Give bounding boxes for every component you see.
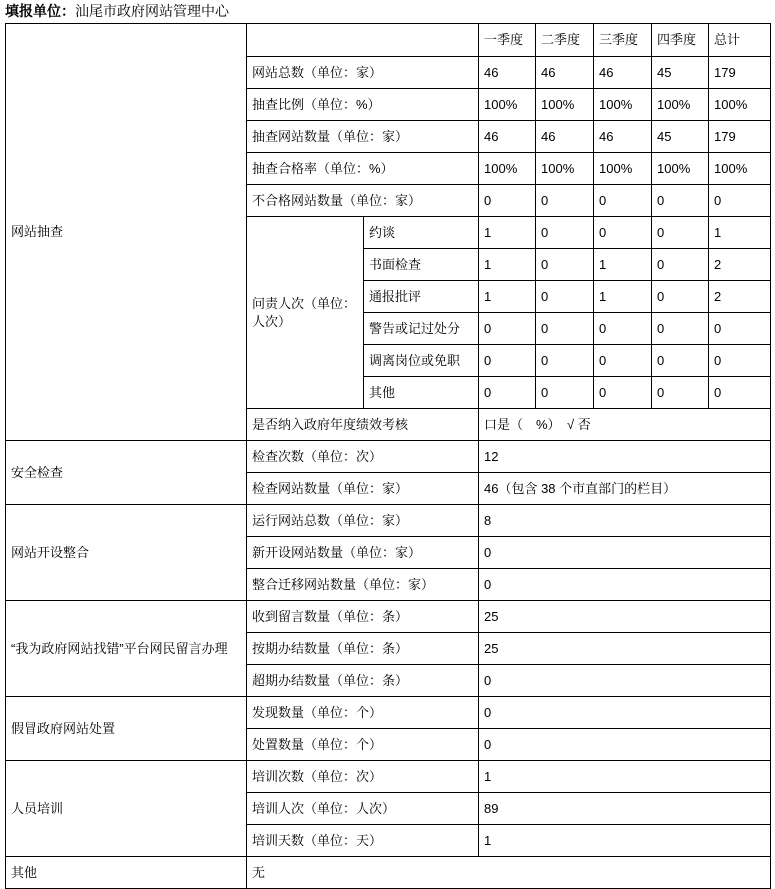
metric-value-q4: 0 [652,217,709,249]
metric-value-total: 0 [709,377,771,409]
metric-value: 1 [479,825,771,857]
metric-label: 培训天数（单位：天） [247,825,479,857]
metric-value-q2: 0 [536,281,594,313]
metric-value-total: 2 [709,249,771,281]
section-label-other: 其他 [6,857,247,889]
header-q3: 三季度 [594,24,652,57]
metric-label: 抽查合格率（单位：%） [247,153,479,185]
metric-value-q4: 0 [652,281,709,313]
metric-label: 整合迁移网站数量（单位：家） [247,569,479,601]
metric-value-total: 1 [709,217,771,249]
metric-value-q2: 0 [536,249,594,281]
row-messages-received [6,601,771,633]
metric-value-q3: 1 [594,281,652,313]
metric-value-q1: 100% [479,89,536,121]
metric-value-q3: 46 [594,57,652,89]
metric-value-q3: 100% [594,153,652,185]
metric-value-q4: 0 [652,313,709,345]
metric-value-q1: 0 [479,185,536,217]
metric-value-q4: 45 [652,57,709,89]
metric-value: 0 [479,537,771,569]
row-security-check-times [6,441,771,473]
metric-value: 0 [479,697,771,729]
section-label-site-integration: 网站开设整合 [6,505,247,601]
assessment-label: 是否纳入政府年度绩效考核 [247,409,479,441]
metric-value: 25 [479,633,771,665]
metric-value-q4: 0 [652,345,709,377]
metric-value-q3: 1 [594,249,652,281]
metric-value-q4: 0 [652,377,709,409]
sub-metric-label: 通报批评 [364,281,479,313]
metric-value-q2: 0 [536,345,594,377]
metric-label: 发现数量（单位：个） [247,697,479,729]
metric-value: 0 [479,729,771,761]
metric-value: 25 [479,601,771,633]
sub-metric-label: 警告或记过处分 [364,313,479,345]
metric-value-total: 100% [709,89,771,121]
metric-value: 89 [479,793,771,825]
metric-label: 运行网站总数（单位：家） [247,505,479,537]
row-training-times [6,761,771,793]
metric-value-q3: 0 [594,377,652,409]
sub-metric-label: 其他 [364,377,479,409]
metric-label: 不合格网站数量（单位：家） [247,185,479,217]
metric-label: 培训次数（单位：次） [247,761,479,793]
metric-value-q1: 1 [479,249,536,281]
metric-value: 0 [479,569,771,601]
report-title [5,2,770,21]
metric-value-q4: 100% [652,153,709,185]
metric-value-q1: 46 [479,57,536,89]
table-header-row [6,24,771,57]
metric-value-q2: 0 [536,217,594,249]
metric-value: 8 [479,505,771,537]
metric-label: 抽查比例（单位：%） [247,89,479,121]
metric-value-q3: 0 [594,185,652,217]
row-fake-sites-found [6,697,771,729]
header-q2: 二季度 [536,24,594,57]
report-table [5,23,771,889]
metric-label: 抽查网站数量（单位：家） [247,121,479,153]
metric-label: 超期办结数量（单位：条） [247,665,479,697]
sub-metric-label: 书面检查 [364,249,479,281]
header-q4: 四季度 [652,24,709,57]
header-total: 总计 [709,24,771,57]
metric-label: 处置数量（单位：个） [247,729,479,761]
sub-metric-label: 调离岗位或免职 [364,345,479,377]
metric-value-q2: 46 [536,57,594,89]
metric-label: 检查网站数量（单位：家） [247,473,479,505]
metric-value-q1: 0 [479,377,536,409]
metric-value-q3: 0 [594,345,652,377]
section-label-fake-site-disposal: 假冒政府网站处置 [6,697,247,761]
assessment-value: 口是（ %） √ 否 [479,409,771,441]
metric-value-q1: 46 [479,121,536,153]
metric-value-q2: 0 [536,313,594,345]
metric-value-q1: 1 [479,281,536,313]
row-running-sites [6,505,771,537]
metric-value-q1: 1 [479,217,536,249]
header-q1: 一季度 [479,24,536,57]
sub-metric-label: 约谈 [364,217,479,249]
section-label-staff-training: 人员培训 [6,761,247,857]
metric-value-q2: 46 [536,121,594,153]
metric-value-q4: 100% [652,89,709,121]
metric-value: 1 [479,761,771,793]
metric-value-q3: 0 [594,313,652,345]
metric-value-q2: 0 [536,185,594,217]
accountability-group-label: 问责人次（单位：人次） [247,217,364,409]
metric-value-total: 2 [709,281,771,313]
section-label-security-check: 安全检查 [6,441,247,505]
section-label-spot-check: 网站抽查 [6,24,247,441]
metric-label: 检查次数（单位：次） [247,441,479,473]
metric-value-total: 0 [709,345,771,377]
report-title-label: 填报单位： [5,3,75,19]
other-value: 无 [247,857,771,889]
metric-value-q2: 0 [536,377,594,409]
metric-value-total: 179 [709,57,771,89]
metric-value-total: 0 [709,313,771,345]
metric-value-q1: 0 [479,313,536,345]
section-label-error-report-platform: “我为政府网站找错”平台网民留言办理 [6,601,247,697]
metric-value-q4: 0 [652,185,709,217]
metric-label: 收到留言数量（单位：条） [247,601,479,633]
metric-value-q3: 100% [594,89,652,121]
metric-label: 按期办结数量（单位：条） [247,633,479,665]
metric-value: 46（包含 38 个市直部门的栏目） [479,473,771,505]
report-title-value: 汕尾市政府网站管理中心 [75,3,229,19]
metric-value: 0 [479,665,771,697]
metric-value-total: 179 [709,121,771,153]
metric-value-q4: 0 [652,249,709,281]
metric-value-q1: 0 [479,345,536,377]
metric-label: 新开设网站数量（单位：家） [247,537,479,569]
metric-value-q2: 100% [536,89,594,121]
header-blank-cell [247,24,479,57]
metric-value-total: 0 [709,185,771,217]
metric-label: 培训人次（单位：人次） [247,793,479,825]
metric-value-q1: 100% [479,153,536,185]
metric-value-q3: 46 [594,121,652,153]
metric-value-q2: 100% [536,153,594,185]
metric-label: 网站总数（单位：家） [247,57,479,89]
metric-value-q4: 45 [652,121,709,153]
metric-value-q3: 0 [594,217,652,249]
metric-value: 12 [479,441,771,473]
metric-value-total: 100% [709,153,771,185]
